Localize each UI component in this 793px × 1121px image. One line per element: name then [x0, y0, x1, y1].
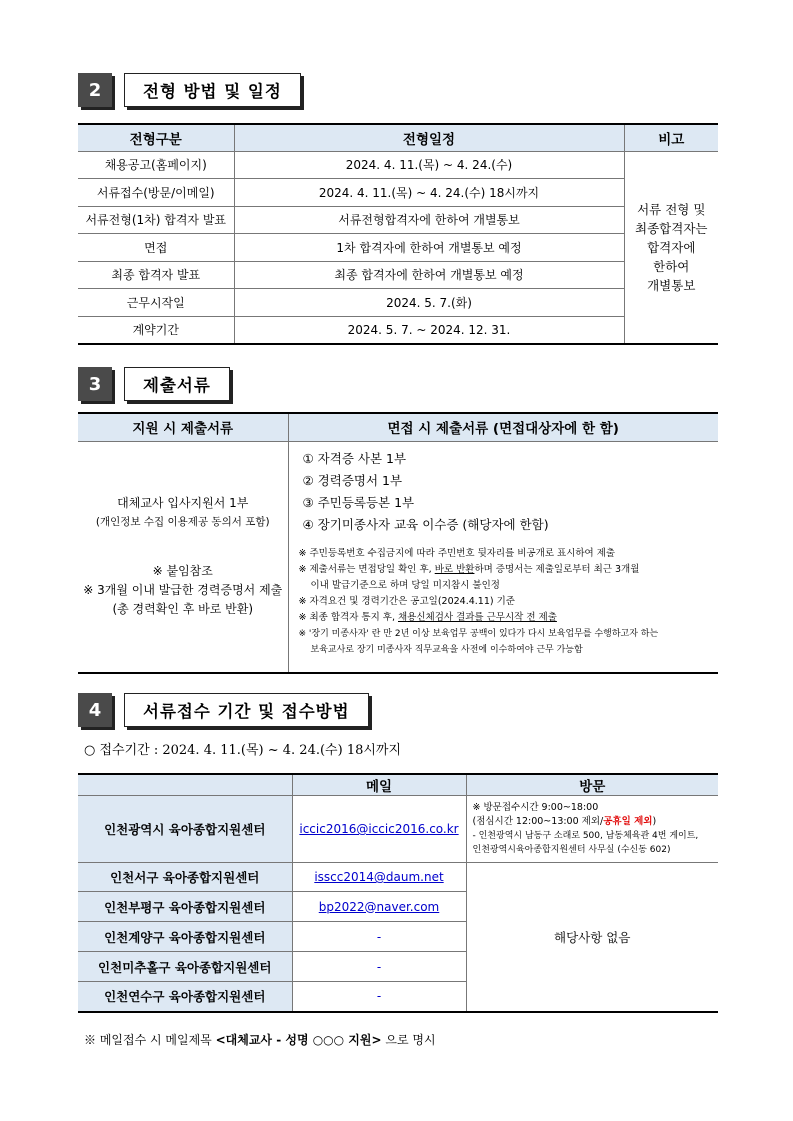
schedule-header-category: 전형구분	[78, 124, 234, 151]
section3-header	[78, 367, 230, 401]
center-name: 인천부평구 육아종합지원센터	[78, 892, 292, 922]
note-resident-number: ※ 주민등록번호 수집금지에 따라 주민번호 뒷자리를 비공개로 표시하여 제출	[298, 547, 616, 559]
docs-header-apply: 지원 시 제출서류	[78, 413, 288, 441]
remark-line: 합격자에	[647, 239, 696, 255]
apply-doc-line: 대체교사 입사지원서 1부	[117, 496, 249, 511]
mail-subject-note	[84, 1031, 436, 1048]
schedule-date: 서류전형합격자에 한하여 개별통보	[234, 206, 624, 234]
schedule-category: 면접	[78, 234, 234, 262]
visit-info	[466, 796, 718, 863]
schedule-category: 최종 합격자 발표	[78, 261, 234, 289]
docs-header-interview: 면접 시 제출서류 (면접대상자에 한 함)	[288, 413, 718, 441]
note-underline: 채용신체검사 결과를 근무시작 전 제출	[398, 611, 557, 623]
note-criteria: ※ 자격요건 및 경력기간은 공고일(2024.4.11) 기준	[298, 595, 515, 607]
documents-table	[78, 412, 718, 674]
submission-header-mail: 메일	[292, 774, 466, 796]
schedule-date: 최종 합격자에 한하여 개별통보 예정	[234, 261, 624, 289]
section4-number: 4	[78, 693, 112, 727]
note-text: 하며 증명서는 제출일로부터 최근 3개월	[474, 563, 640, 575]
visit-address: - 인천광역시 남동구 소래로 500, 남동체육관 4번 게이트,	[472, 831, 699, 841]
center-mail-link[interactable]: isscc2014@daum.net	[314, 870, 444, 884]
center-mail-none: -	[376, 989, 382, 1004]
schedule-category: 채용공고(홈페이지)	[78, 151, 234, 179]
schedule-table	[78, 123, 718, 345]
application-period: ○ 접수기간 : 2024. 4. 11.(목) ~ 4. 24.(수) 18시까지	[84, 743, 402, 758]
schedule-category: 서류전형(1차) 합격자 발표	[78, 206, 234, 234]
center-mail-link[interactable]: iccic2016@iccic2016.co.kr	[299, 822, 459, 836]
center-mail-cell	[292, 922, 466, 952]
note-return-cont: 이내 발급기준으로 하며 당일 미지참시 불인정	[310, 579, 500, 591]
apply-docs-cell	[78, 441, 288, 673]
section2-title: 전형 방법 및 일정	[124, 73, 301, 107]
visit-text: )	[652, 816, 657, 827]
center-mail-cell	[292, 982, 466, 1012]
note-underline: 바로 반환	[434, 563, 475, 575]
submission-header-visit: 방문	[466, 774, 718, 796]
section3-title: 제출서류	[124, 367, 230, 401]
visit-none: 해당사항 없음	[466, 863, 718, 1012]
section4-title: 서류접수 기간 및 접수방법	[124, 693, 369, 727]
interview-doc-item: ② 경력증명서 1부	[302, 472, 403, 488]
schedule-date: 2024. 5. 7. ~ 2024. 12. 31.	[234, 316, 624, 344]
submission-table	[78, 773, 718, 1013]
section2-header	[78, 73, 301, 107]
center-mail-link[interactable]: bp2022@naver.com	[318, 899, 440, 914]
schedule-date: 2024. 4. 11.(목) ~ 4. 24.(수)	[234, 151, 624, 179]
center-mail-none: -	[376, 929, 382, 944]
center-name: 인천미추홀구 육아종합지원센터	[78, 952, 292, 982]
interview-docs-list	[303, 448, 719, 536]
apply-doc-attach: ※ 붙임참조	[152, 564, 213, 579]
note-long-term-cont: 보육교사로 장기 미종사자 직무교육을 사전에 이수하여야 근무 가능함	[310, 644, 583, 655]
remark-line: 서류 전형 및	[637, 201, 706, 217]
schedule-header-remark: 비고	[624, 124, 718, 151]
schedule-category: 서류접수(방문/이메일)	[78, 179, 234, 207]
visit-lunch	[473, 815, 719, 829]
schedule-remark	[624, 151, 718, 344]
center-name: 인천서구 육아종합지원센터	[78, 863, 292, 892]
center-name: 인천광역시 육아종합지원센터	[78, 796, 292, 863]
footnote-subject: <대체교사 - 성명 ○○○ 지원>	[215, 1033, 382, 1047]
schedule-date: 2024. 4. 11.(목) ~ 4. 24.(수) 18시까지	[234, 179, 624, 207]
footnote-text: 으로 명시	[381, 1033, 436, 1047]
remark-line: 개별통보	[647, 277, 696, 293]
note-health-check	[299, 610, 719, 626]
interview-notes	[299, 546, 719, 658]
schedule-header-schedule: 전형일정	[234, 124, 624, 151]
schedule-date: 2024. 5. 7.(화)	[234, 289, 624, 317]
submission-header-blank	[78, 774, 292, 796]
apply-doc-consent: (개인정보 수집 이용제공 동의서 포함)	[95, 516, 270, 529]
interview-doc-item: ③ 주민등록등본 1부	[302, 494, 415, 510]
footnote-text: ※ 메일접수 시 메일제목	[84, 1033, 216, 1047]
center-mail-cell	[292, 863, 466, 892]
interview-docs-cell	[288, 441, 718, 673]
section4-header	[78, 693, 369, 727]
center-mail-cell	[292, 796, 466, 863]
schedule-category: 계약기간	[78, 316, 234, 344]
apply-doc-return: (총 경력확인 후 바로 반환)	[112, 602, 254, 617]
schedule-date: 1차 합격자에 한하여 개별통보 예정	[234, 234, 624, 262]
center-name: 인천연수구 육아종합지원센터	[78, 982, 292, 1012]
center-name: 인천계양구 육아종합지원센터	[78, 922, 292, 952]
remark-line: 한하여	[653, 258, 690, 274]
interview-doc-item: ④ 장기미종사자 교육 이수증 (해당자에 한함)	[302, 516, 549, 532]
section3-number: 3	[78, 367, 112, 401]
center-mail-cell	[292, 952, 466, 982]
note-long-term: ※ '장기 미종사자' 란 만 2년 이상 보육업무 공백이 있다가 다시 보육업무를 수행하고자 하는	[298, 628, 659, 639]
schedule-category: 근무시작일	[78, 289, 234, 317]
center-mail-cell	[292, 892, 466, 922]
visit-hours: ※ 방문접수시간 9:00~18:00	[472, 802, 599, 813]
remark-line: 최종합격자는	[635, 220, 708, 236]
note-text: ※ 제출서류는 면접당일 확인 후,	[298, 563, 435, 575]
center-mail-none: -	[376, 959, 382, 974]
note-text: ※ 최종 합격자 통지 후,	[298, 611, 398, 623]
apply-doc-career: ※ 3개월 이내 발급한 경력증명서 제출	[83, 583, 283, 598]
interview-doc-item: ① 자격증 사본 1부	[302, 450, 407, 466]
visit-office: 인천광역시육아종합지원센터 사무실 (수신동 602)	[472, 845, 671, 855]
visit-text: (점심시간 12:00~13:00 제외/	[472, 816, 604, 827]
note-return	[299, 562, 719, 578]
holiday-excluded: 공휴일 제외	[603, 816, 653, 827]
section2-number: 2	[78, 73, 112, 107]
